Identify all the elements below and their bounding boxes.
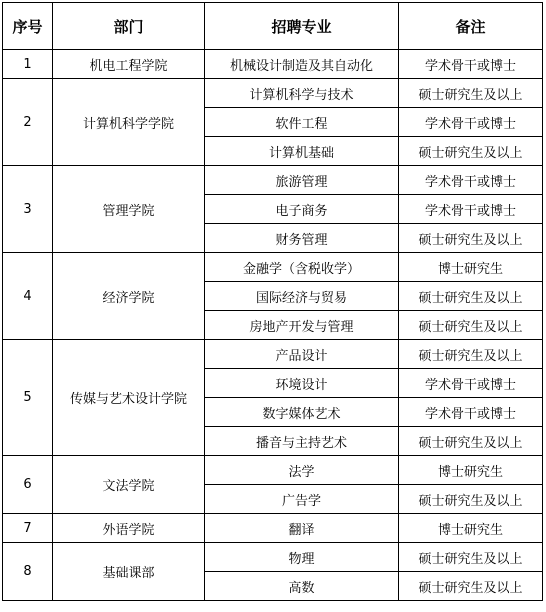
cell-major: 环境设计 (205, 369, 399, 398)
table-row (3, 456, 543, 485)
cell-major: 法学 (205, 456, 399, 485)
cell-major: 计算机科学与技术 (205, 79, 399, 108)
cell-note: 硕士研究生及以上 (399, 282, 543, 311)
cell-no: 4 (3, 253, 53, 340)
cell-major: 产品设计 (205, 340, 399, 369)
cell-note: 学术骨干或博士 (399, 398, 543, 427)
cell-major: 国际经济与贸易 (205, 282, 399, 311)
cell-note: 硕士研究生及以上 (399, 79, 543, 108)
cell-note: 学术骨干或博士 (399, 369, 543, 398)
header-row (3, 3, 543, 50)
header-major: 招聘专业 (205, 3, 399, 50)
table-row (3, 253, 543, 282)
cell-note: 博士研究生 (399, 514, 543, 543)
cell-dept: 外语学院 (53, 514, 205, 543)
header-dept: 部门 (53, 3, 205, 50)
cell-no: 5 (3, 340, 53, 456)
table-row (3, 340, 543, 369)
cell-note: 硕士研究生及以上 (399, 427, 543, 456)
cell-major: 广告学 (205, 485, 399, 514)
cell-dept: 计算机科学学院 (53, 79, 205, 166)
cell-major: 播音与主持艺术 (205, 427, 399, 456)
cell-major: 翻译 (205, 514, 399, 543)
cell-no: 6 (3, 456, 53, 514)
cell-major: 物理 (205, 543, 399, 572)
cell-no: 3 (3, 166, 53, 253)
cell-dept: 管理学院 (53, 166, 205, 253)
cell-major: 数字媒体艺术 (205, 398, 399, 427)
table-body (3, 50, 543, 601)
cell-note: 硕士研究生及以上 (399, 485, 543, 514)
cell-note: 硕士研究生及以上 (399, 543, 543, 572)
cell-no: 7 (3, 514, 53, 543)
cell-dept: 传媒与艺术设计学院 (53, 340, 205, 456)
cell-note: 博士研究生 (399, 456, 543, 485)
table-row (3, 514, 543, 543)
cell-note: 博士研究生 (399, 253, 543, 282)
table-row (3, 50, 543, 79)
recruitment-table (2, 2, 543, 601)
cell-dept: 机电工程学院 (53, 50, 205, 79)
cell-dept: 文法学院 (53, 456, 205, 514)
cell-major: 财务管理 (205, 224, 399, 253)
table-row (3, 543, 543, 572)
table-row (3, 79, 543, 108)
cell-dept: 基础课部 (53, 543, 205, 601)
table-row (3, 166, 543, 195)
header-note: 备注 (399, 3, 543, 50)
cell-note: 学术骨干或博士 (399, 166, 543, 195)
cell-major: 旅游管理 (205, 166, 399, 195)
cell-no: 1 (3, 50, 53, 79)
cell-note: 学术骨干或博士 (399, 50, 543, 79)
cell-major: 计算机基础 (205, 137, 399, 166)
cell-no: 8 (3, 543, 53, 601)
cell-major: 房地产开发与管理 (205, 311, 399, 340)
cell-dept: 经济学院 (53, 253, 205, 340)
cell-major: 高数 (205, 572, 399, 601)
cell-major: 软件工程 (205, 108, 399, 137)
cell-note: 学术骨干或博士 (399, 108, 543, 137)
cell-note: 硕士研究生及以上 (399, 572, 543, 601)
header-no: 序号 (3, 3, 53, 50)
cell-note: 学术骨干或博士 (399, 195, 543, 224)
cell-major: 电子商务 (205, 195, 399, 224)
cell-no: 2 (3, 79, 53, 166)
cell-note: 硕士研究生及以上 (399, 137, 543, 166)
cell-major: 金融学（含税收学） (205, 253, 399, 282)
cell-major: 机械设计制造及其自动化 (205, 50, 399, 79)
cell-note: 硕士研究生及以上 (399, 340, 543, 369)
cell-note: 硕士研究生及以上 (399, 311, 543, 340)
cell-note: 硕士研究生及以上 (399, 224, 543, 253)
